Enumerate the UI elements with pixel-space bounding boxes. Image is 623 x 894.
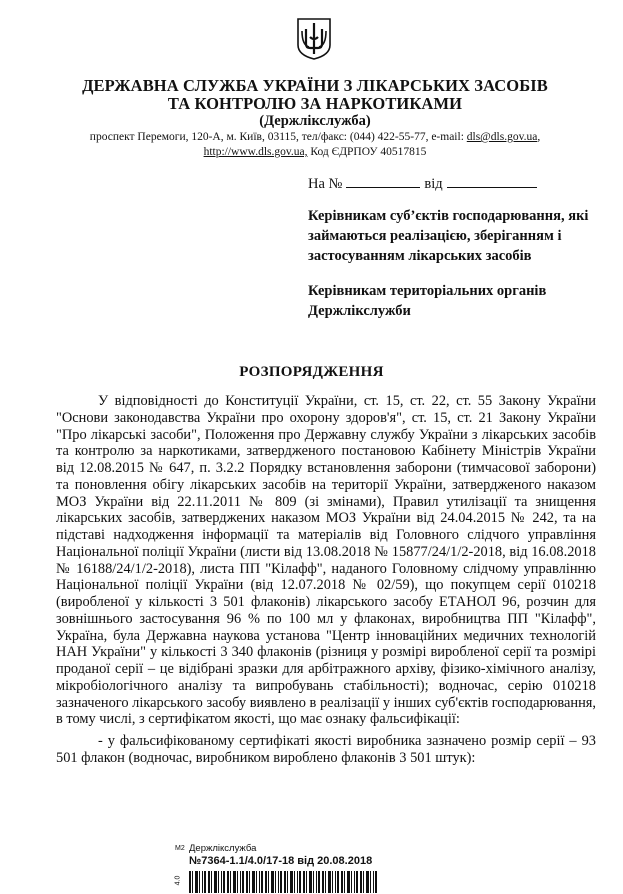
registration-stamp	[175, 843, 415, 894]
address-text: проспект Перемоги, 120-А, м. Київ, 03115, тел/факс: (044) 422-55-77, e-mail:	[89, 131, 467, 143]
barcode	[189, 871, 379, 893]
addressee-business-entities: Керівникам суб’єктів господарювання, які займаються реалізацією, зберіганням і застосуванням лікарських засобів	[308, 208, 589, 264]
reference-line	[308, 175, 537, 193]
stamp-code: М2	[175, 845, 185, 852]
document-title: РОЗПОРЯДЖЕННЯ	[239, 364, 384, 380]
org-name-line1: ДЕРЖАВНА СЛУЖБА УКРАЇНИ З ЛІКАРСЬКИХ ЗАСОБІВ	[82, 76, 548, 95]
reference-number-blank	[346, 175, 420, 188]
body-paragraph-1: У відповідності до Конституції України, ст. 15, ст. 22, ст. 55 Закону України "Основи законодавства України про охорону здоров'я", ст. 15, ст. 21 Закону України "Про лікарські засоби", Положення про Державну службу України з лікарських засобів та контролю за наркотиками, затвердженого постановою Кабінету Міністрів України від 12.08.2015 № 647, п. 3.2.2 Порядку встановлення заборони (тимчасової заборони) та поновлення обігу лікарських засобів на території України, затвердженого наказом МОЗ України від 22.11.2011 № 809 (зі змінами), Правил утилізації та знищення лікарських засобів, затверджених наказом МОЗ України від 24.04.2015 № 242, та на підставі надходження інформації та матеріалів від Головного слідчого управління Національної поліції України (листи від 13.08.2018 № 15877/24/1/2-2018, від 16.08.2018 № 16188/24/1/2-2018), листа ПП "Кілафф", наданого Головному слідчому управлінню Національної поліції України (від 12.07.2018 № 02/59), що покупцем серії 010218 (виробленої у кількості 3 501 флаконів) лікарського засобу ЕТАНОЛ 96, розчин для зовнішнього застосування 96 % по 100 мл у флаконах, виробництва ПП "Кілафф", Україна, була Державна наукова установа "Центр інноваційних медичних технологій НАН України" у кількості 3 340 флаконів (різниця у розмірі виробленої серії та розмірі проданої серії – це відібрані зразки для арбітражного архіву, фізико-хімічного аналізу, мікробіологічного аналізу та випробувань стабільності); водночас, серію 010218 зазначеного лікарського засобу виявлено в реалізації у інших суб'єктів господарювання, в тому числі, з сертифікатом якості, що має ознаку фальсифікації:	[56, 393, 596, 728]
stamp-side-label: 4.0	[174, 875, 182, 886]
org-name-line2: ТА КОНТРОЛЮ ЗА НАРКОТИКАМИ	[167, 94, 463, 113]
addressee-territorial-bodies: Керівникам територіальних органів Держлікслужби	[308, 283, 547, 319]
reference-date-blank	[447, 175, 537, 188]
address-suffix: ,	[537, 131, 541, 143]
edrpou-code: Код ЄДРПОУ 40517815	[307, 146, 427, 158]
org-short-name: (Держлікслужба)	[259, 113, 371, 129]
stamp-org: Держлікслужба	[189, 843, 257, 854]
body-paragraph-2: - у фальсифікованому сертифікаті якості виробника зазначено розмір серії – 93 501 флакон (водночас, виробником вироблено флаконів 3 501 штук):	[56, 733, 596, 766]
address-line	[40, 130, 590, 144]
website-line	[40, 145, 590, 159]
email-link[interactable]: dls@dls.gov.ua	[466, 131, 538, 143]
website-link[interactable]: http://www.dls.gov.ua,	[203, 146, 308, 158]
ukraine-trident-emblem-icon	[296, 17, 332, 61]
on-no-label: На №	[308, 176, 343, 192]
document-body	[56, 393, 596, 767]
stamp-registration-number: №7364-1.1/4.0/17-18 від 20.08.2018	[189, 855, 373, 867]
from-label: від	[424, 176, 443, 192]
